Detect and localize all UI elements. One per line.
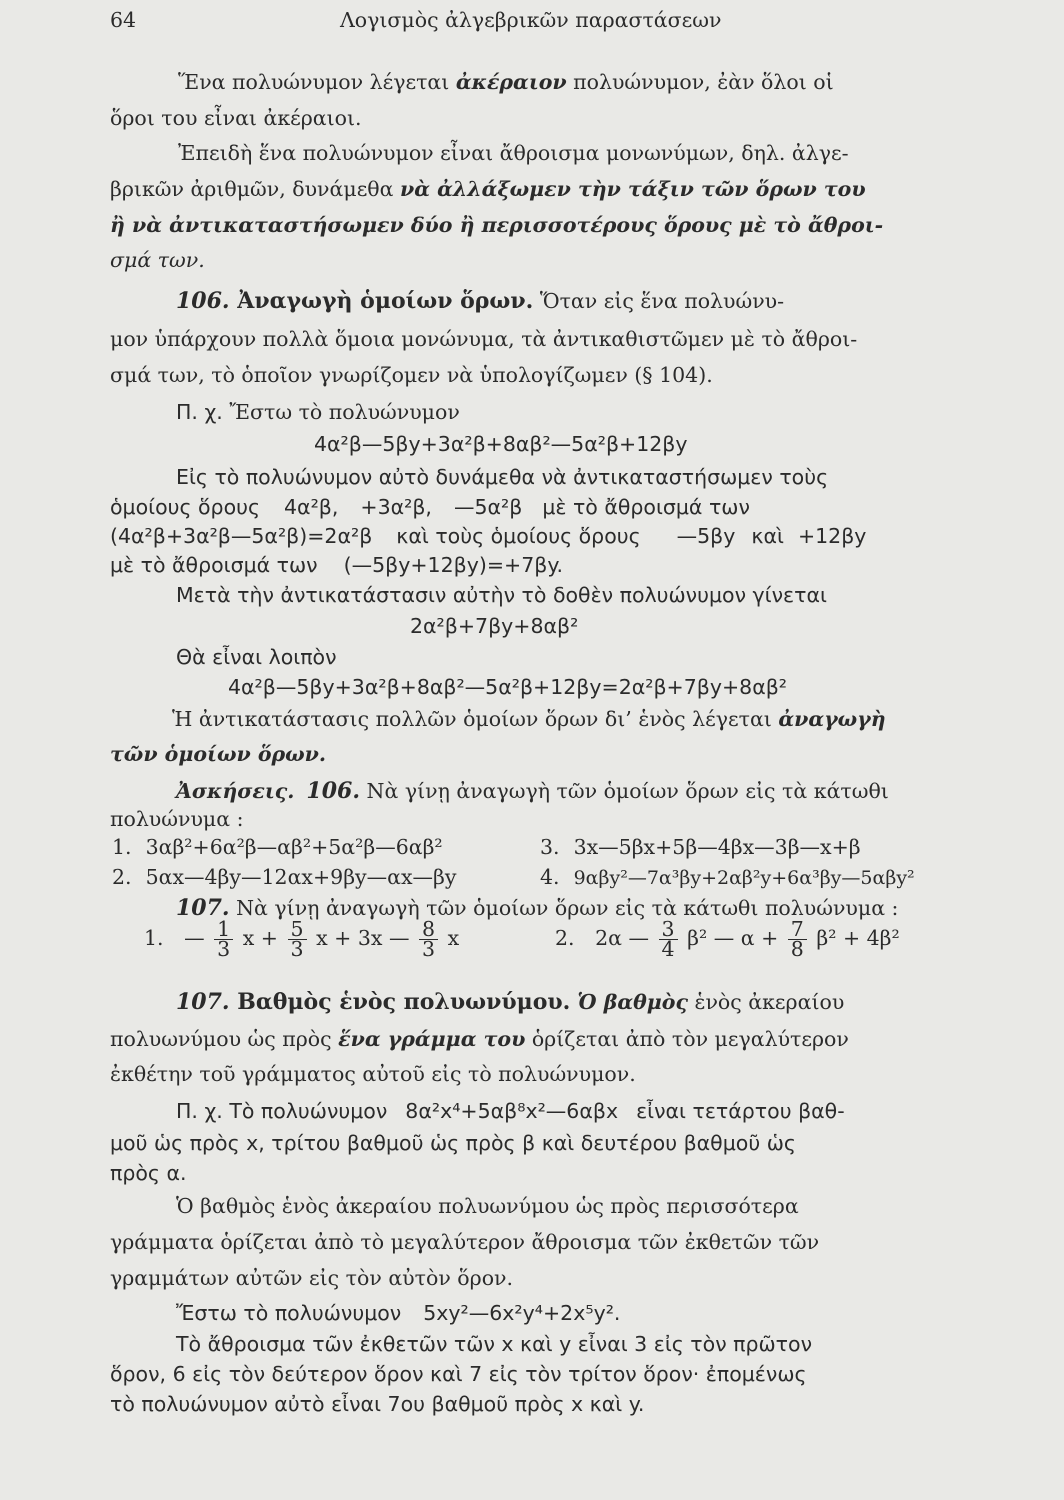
section-107-example-1: Π. χ. Τὸ πολυώνυμον 8α²x⁴+5αβ⁸x²—6αβx εἶναι τετάρτου βαθ- [176, 1099, 845, 1123]
definition-reduction-2: τῶν ὁμοίων ὅρων. [110, 742, 327, 766]
section-107-final-2: Τὸ ἄθροισμα τῶν ἐκθετῶν τῶν x καὶ y εἶναι 3 εἰς τὸν πρῶτον [176, 1332, 813, 1356]
fraction: $\frac{8}{3}$ [419, 920, 438, 959]
definition-reduction-1: Ἡ ἀντικατάστασις πολλῶν ὁμοίων ὅρων δι’ ἑνὸς λέγεται ἀναγωγὴ [172, 707, 886, 731]
section-106-line-2: μον ὑπάρχουν πολλὰ ὅμοια μονώνυμα, τὰ ἀντικαθιστῶμεν μὲ τὸ ἄθροι- [110, 327, 858, 351]
term-integer: ἀκέραιον [455, 70, 567, 94]
exercise-4: 4. 9αβy²—7α³βy+2αβ²y+6α³βy—5αβy² [540, 865, 915, 889]
after-substitution: Μετὰ τὴν ἀντικατάστασιν αὐτὴν τὸ δοθὲν πολυώνυμον γίνεται [176, 583, 827, 607]
section-106-heading: 106. Ἀναγωγὴ ὁμοίων ὅρων. Ὅταν εἰς ἕνα πολυώνυ- [176, 288, 785, 314]
fraction: $\frac{1}{3}$ [214, 920, 233, 959]
exercises-106-line-1: Ἀσκήσεις. 106. Νὰ γίνῃ ἀναγωγὴ τῶν ὁμοίων ὅρων εἰς τὰ κάτωθι [176, 778, 889, 804]
intro-line-1: Ἕνα πολυώνυμον λέγεται ἀκέραιον πολυώνυμον, ἐὰν ὅλοι οἱ [178, 70, 834, 94]
section-107-example-3: πρὸς α. [110, 1161, 187, 1185]
section-107-line-2: πολυωνύμου ὡς πρὸς ἕνα γράμμα του ὁρίζεται ἀπὸ τὸν μεγαλύτερον [110, 1027, 849, 1051]
formula-full: 4α²β—5βy+3α²β+8αβ²—5α²β+12βy=2α²β+7βy+8αβ² [228, 675, 788, 699]
section-107-final-4: τὸ πολυώνυμον αὐτὸ εἶναι 7ου βαθμοῦ πρὸς x καὶ y. [110, 1392, 645, 1416]
therefore-line: Θὰ εἶναι λοιπὸν [176, 645, 337, 669]
section-106-line-3: σμά των, τὸ ὁποῖον γνωρίζομεν νὰ ὑπολογίζωμεν (§ 104). [110, 363, 713, 387]
exercises-106-line-2: πολυώνυμα : [110, 807, 244, 831]
section-107-para-2: γράμματα ὁρίζεται ἀπὸ τὸ μεγαλύτερον ἄθροισμα τῶν ἐκθετῶν τῶν [110, 1230, 820, 1254]
example-sentence-2: ὁμοίους ὅρους 4α²β, +3α²β, —5α²β μὲ τὸ ἄθροισμά των [110, 495, 750, 519]
fraction-exercise-2: 2. 2α — $\frac{3}{4}$ β² — α + $\frac{7}{8}$ β² + 4β² [555, 917, 900, 961]
example-sentence-3: (4α²β+3α²β—5α²β)=2α²β καὶ τοὺς ὁμοίους ὅρους —5βy καὶ +12βy [110, 524, 867, 548]
section-107-para-3: γραμμάτων αὐτῶν εἰς τὸν αὐτὸν ὅρον. [110, 1266, 514, 1290]
section-107-final-3: ὅρον, 6 εἰς τὸν δεύτερον ὅρον καὶ 7 εἰς τὸν τρίτον ὅρον· ἐπομένως [110, 1362, 807, 1386]
section-107-heading: 107. Βαθμὸς ἑνὸς πολυωνύμου. Ὁ βαθμὸς ἑνὸς ἀκεραίου [176, 989, 845, 1015]
intro-line-5: ἢ νὰ ἀντικαταστήσωμεν δύο ἢ περισσοτέρους ὅρους μὲ τὸ ἄθροι- [110, 213, 884, 237]
section-107-example-2: μοῦ ὡς πρὸς x, τρίτου βαθμοῦ ὡς πρὸς β καὶ δευτέρου βαθμοῦ ὡς [110, 1131, 796, 1155]
exercises-107-line: 107. Νὰ γίνῃ ἀναγωγὴ τῶν ὁμοίων ὅρων εἰς τὰ κάτωθι πολυώνυμα : [176, 895, 899, 921]
exercise-1: 1. 3αβ²+6α²β—αβ²+5α²β—6αβ² [112, 835, 443, 859]
intro-line-4: βρικῶν ἀριθμῶν, δυνάμεθα νὰ ἀλλάξωμεν τὴν τάξιν τῶν ὅρων του [110, 177, 866, 201]
section-107-line-3: ἐκθέτην τοῦ γράμματος αὐτοῦ εἰς τὸ πολυώνυμον. [110, 1062, 636, 1086]
example-sentence-1: Εἰς τὸ πολυώνυμον αὐτὸ δυνάμεθα νὰ ἀντικαταστήσωμεν τοὺς [176, 465, 829, 489]
example-intro: Π. χ. Ἔστω τὸ πολυώνυμον [176, 400, 460, 424]
formula-polynomial: 4α²β—5βy+3α²β+8αβ²—5α²β+12βy [314, 432, 688, 456]
intro-line-3: Ἐπειδὴ ἕνα πολυώνυμον εἶναι ἄθροισμα μονωνύμων, δηλ. ἀλγε- [178, 141, 849, 165]
intro-line-2: ὅροι του εἶναι ἀκέραιοι. [110, 106, 362, 130]
example-sentence-4: μὲ τὸ ἄθροισμά των (—5βy+12βy)=+7βy. [110, 553, 564, 577]
fraction: $\frac{5}{3}$ [288, 920, 307, 959]
fraction-exercise-1: 1. — $\frac{1}{3}$ x + $\frac{5}{3}$ x + 3x — $\frac{8}{3}$ x [144, 917, 460, 961]
section-107-final-1: Ἔστω τὸ πολυώνυμον 5xy²—6x²y⁴+2x⁵y². [176, 1301, 621, 1325]
formula-result: 2α²β+7βy+8αβ² [410, 614, 579, 638]
exercise-3: 3. 3x—5βx+5β—4βx—3β—x+β [540, 835, 861, 859]
section-107-para-1: Ὁ βαθμὸς ἑνὸς ἀκεραίου πολυωνύμου ὡς πρὸς περισσότερα [176, 1194, 799, 1218]
page-number: 64 [110, 8, 137, 32]
intro-line-6: σμά των. [110, 248, 205, 272]
exercise-2: 2. 5αx—4βy—12αx+9βy—αx—βy [112, 865, 457, 889]
fraction: $\frac{3}{4}$ [659, 920, 678, 959]
running-title: Λογισμὸς ἀλγεβρικῶν παραστάσεων [340, 8, 722, 32]
fraction: $\frac{7}{8}$ [788, 920, 807, 959]
